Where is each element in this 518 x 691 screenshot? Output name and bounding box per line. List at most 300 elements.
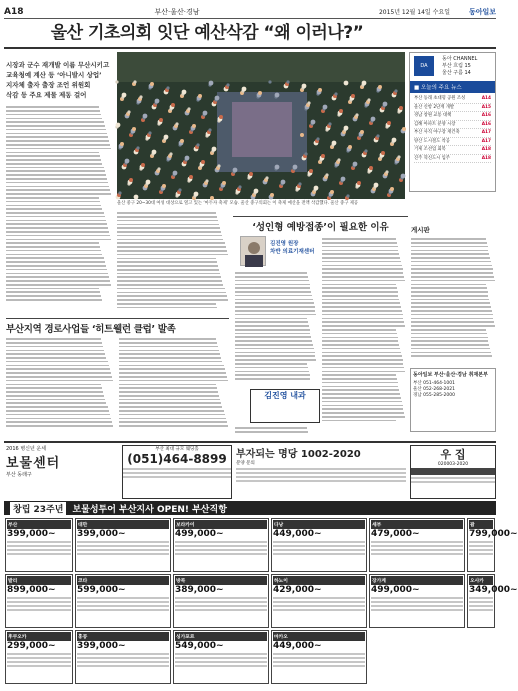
subhead-line: 지자체 출자 출장 조언 위원회 (6, 81, 91, 89)
travel-ad-cell-title: 보라카이 (175, 520, 267, 529)
text-line (411, 318, 493, 320)
text-line (6, 387, 102, 389)
text-line (235, 348, 314, 350)
crowd-person (314, 186, 319, 191)
text-line (411, 253, 489, 255)
travel-ad-cell[interactable] (173, 574, 269, 628)
text-line (6, 152, 99, 154)
travel-ad-cell-title: 싱가포르 (175, 632, 267, 641)
issue-date: 2015년 12월 14일 수요일 (378, 9, 450, 16)
text-line (411, 329, 486, 331)
text-line (6, 140, 109, 142)
text-line (6, 242, 99, 244)
text-line (411, 325, 495, 327)
text-line (322, 280, 405, 282)
text-line (6, 261, 105, 263)
text-line (6, 391, 103, 393)
text-line (117, 280, 222, 282)
crowd-person (258, 91, 262, 95)
text-line (411, 291, 488, 293)
crowd-person (300, 133, 304, 137)
crowd-person (116, 123, 121, 128)
crowd-person (302, 84, 307, 89)
crowd-person (355, 113, 358, 116)
text-line (6, 257, 104, 259)
sidebar-item-page: A18 (481, 155, 491, 161)
travel-ad-cell-price: 799,000~ (469, 529, 518, 539)
text-line (6, 265, 106, 267)
text-line (6, 205, 101, 207)
travel-ad-cell[interactable] (271, 518, 367, 572)
text-line (411, 333, 487, 335)
sidebar-item-page: A14 (481, 96, 491, 101)
text-line (322, 257, 400, 259)
text-line (235, 325, 309, 327)
text-line (235, 355, 315, 357)
ad-big-text: 부자되는 명당 1002-2020 (236, 449, 361, 460)
sidebar-item[interactable] (414, 104, 491, 113)
crowd-person (309, 169, 313, 173)
author-portrait-icon (241, 237, 267, 267)
sidebar-item-label: 양산 도시철도 착공 (414, 138, 450, 144)
text-line (6, 133, 107, 135)
crowd-person (286, 80, 289, 83)
ad-realestate[interactable] (236, 445, 406, 499)
crowd-person (118, 191, 121, 194)
text-line (6, 159, 101, 161)
travel-ad-cell-price: 399,000~ (7, 529, 56, 539)
text-line (6, 276, 109, 278)
text-line (117, 246, 226, 248)
text-line (322, 367, 404, 369)
crowd-person (238, 185, 241, 188)
text-line (235, 276, 308, 278)
text-line (6, 395, 104, 397)
opinion-title: ‘성인형 예방접종’이 필요한 이유 (252, 222, 389, 233)
text-line (411, 261, 491, 263)
crowd-person (401, 174, 406, 179)
crowd-person (293, 165, 298, 170)
sidebar-item[interactable] (414, 146, 491, 155)
text-line (235, 333, 310, 335)
crowd-person (196, 143, 199, 146)
text-line (322, 333, 397, 335)
text-line (6, 235, 110, 237)
text-line (322, 306, 401, 308)
text-line (322, 291, 398, 293)
travel-ad-banner[interactable] (4, 501, 496, 515)
text-line (322, 310, 402, 312)
travel-ad-cell[interactable] (75, 574, 171, 628)
text-line (411, 242, 487, 244)
text-line (6, 121, 104, 123)
text-line (322, 246, 398, 248)
travel-ad-cell-price: 449,000~ (273, 529, 322, 539)
text-line (235, 344, 313, 346)
crowd-person (146, 180, 151, 185)
text-line (117, 231, 221, 233)
text-line (6, 295, 101, 297)
crowd-person (189, 175, 193, 179)
crowd-person (175, 122, 178, 125)
section-title: 부산·울산·경남 (154, 7, 200, 16)
travel-ad-cell-title: 대만 (77, 520, 169, 529)
crowd-person (307, 101, 310, 104)
travel-ad-cell[interactable] (5, 630, 73, 684)
bulletin-title: 게시판 (411, 226, 430, 234)
author-byline (270, 240, 314, 256)
text-line (6, 372, 111, 374)
crowd-person (341, 177, 346, 182)
crowd-person (387, 121, 391, 125)
author-name: 김진영 원장 (270, 241, 299, 247)
text-line (6, 384, 101, 386)
travel-ad-cell[interactable] (271, 574, 367, 628)
lead-body-column (6, 104, 112, 314)
subhead-line: 삭감 등 주요 제물 제동 걸어 (6, 91, 87, 99)
bureau-contact-line: 경남 055-285-2000 (413, 393, 456, 398)
text-line (119, 414, 225, 416)
travel-ad-cell-title: 괌 (469, 520, 493, 529)
crowd-person (129, 178, 133, 182)
crowd-person (178, 188, 181, 191)
text-line (119, 387, 217, 389)
crowd-person (171, 103, 175, 107)
crowd-person (369, 166, 373, 170)
sidebar-item[interactable] (414, 129, 491, 138)
second-story-headline: 부산지역 경로사업들 ‘히트웰런 클럽’ 발족 (6, 324, 176, 335)
text-line (411, 321, 494, 323)
text-line (6, 129, 106, 131)
crowd-person (332, 141, 337, 146)
crowd-person (180, 139, 184, 143)
text-line (6, 414, 110, 416)
travel-ad-cell[interactable] (75, 518, 171, 572)
sidebar-item-label: 진주 혁신도시 입주 (414, 155, 450, 161)
text-line (322, 329, 396, 331)
crowd-person (139, 95, 142, 98)
travel-ad-headline: 보물성투어 부산지사 OPEN! 부산직항 (72, 504, 227, 515)
text-line (117, 295, 227, 297)
opinion-rule (233, 216, 408, 217)
text-line (235, 299, 313, 301)
crowd-person (122, 93, 127, 98)
crowd-person (242, 87, 247, 92)
crowd-person (325, 173, 328, 176)
travel-ad-cell-title: 홍콩 (77, 632, 169, 641)
text-line (6, 406, 108, 408)
travel-ad-cell-price: 549,000~ (175, 641, 224, 651)
crowd-person (346, 194, 349, 197)
text-line (322, 344, 399, 346)
text-line (235, 287, 310, 289)
crowd-person (152, 150, 157, 155)
text-line (6, 350, 104, 352)
crowd-person (162, 184, 166, 188)
crowd-person (311, 120, 316, 125)
travel-ad-cell[interactable] (5, 574, 73, 628)
text-line (6, 250, 101, 252)
crowd-person (166, 86, 169, 89)
crowd-person (254, 189, 259, 194)
travel-ad-cell-price: 899,000~ (7, 585, 56, 595)
sidebar-item-label: 거제 조선업 회복 (414, 147, 446, 152)
text-line (6, 163, 102, 165)
text-line (117, 212, 216, 214)
headline-rule (4, 47, 496, 49)
text-line (117, 227, 220, 229)
travel-ad-cell-title: 마카오 (273, 632, 365, 641)
text-line (119, 342, 217, 344)
crowd-person (148, 131, 151, 134)
travel-ad-cell[interactable] (5, 518, 73, 572)
text-line (119, 380, 228, 382)
text-line (235, 318, 307, 320)
sidebar-item-page: A18 (481, 147, 491, 152)
text-line (322, 401, 402, 403)
travel-ad-cell-price: 429,000~ (273, 585, 322, 595)
travel-ad-cell-price: 599,000~ (77, 585, 126, 595)
text-line (411, 284, 486, 286)
ad-phone[interactable] (122, 445, 232, 499)
ad-treasure-center[interactable] (6, 445, 116, 499)
text-line (117, 250, 227, 252)
text-line (119, 402, 221, 404)
lead-headline: 울산 기초의회 잇단 예산삭감 “왜 이러나?” (50, 23, 364, 43)
travel-ad-cell[interactable] (467, 518, 518, 572)
crowd-person (304, 152, 307, 155)
crowd-person (357, 181, 361, 185)
text-line (6, 361, 108, 363)
text-line (235, 427, 307, 429)
text-line (6, 299, 102, 301)
text-line (6, 208, 102, 210)
text-line (235, 363, 307, 365)
ad-sub-text: 부산 동래구 (6, 472, 32, 478)
text-line (119, 346, 218, 348)
text-line (235, 321, 308, 323)
text-line (6, 197, 99, 199)
text-line (322, 268, 403, 270)
text-line (322, 340, 398, 342)
weather-ulsan: 울산 구름 14 (442, 69, 471, 76)
festival-crowd-photo (117, 52, 405, 199)
crowd-person (133, 80, 136, 83)
travel-ad-cell[interactable] (271, 630, 367, 684)
crowd-person (362, 81, 367, 86)
travel-ad-cell[interactable] (173, 630, 269, 684)
text-line (6, 227, 108, 229)
text-line (235, 295, 312, 297)
bulletin-body (411, 236, 496, 364)
text-line (322, 355, 402, 357)
text-line (322, 416, 405, 418)
text-line (6, 216, 105, 218)
text-line (6, 269, 107, 271)
sidebar-item[interactable] (414, 155, 491, 164)
text-line (119, 410, 224, 412)
text-line (6, 353, 105, 355)
text-line (6, 425, 113, 427)
ad-top-row (4, 441, 496, 499)
text-line (411, 348, 490, 350)
ad-big-text: 보물센터 (6, 456, 61, 471)
crowd-person (215, 96, 220, 101)
sidebar-item[interactable] (414, 121, 491, 130)
text-line (6, 201, 100, 203)
text-line (235, 431, 308, 433)
crowd-person (173, 171, 178, 176)
crowd-person (132, 127, 136, 131)
sidebar-item[interactable] (414, 112, 491, 121)
text-line (322, 352, 401, 354)
text-line (6, 280, 110, 282)
text-line (6, 178, 107, 180)
text-line (119, 384, 216, 386)
sidebar-item-page: A16 (481, 113, 491, 118)
crowd-person (381, 151, 385, 155)
text-line (322, 363, 403, 365)
travel-ad-cell[interactable] (467, 574, 518, 628)
opinion-body-column (322, 236, 406, 432)
crowd-person (281, 180, 286, 185)
crowd-person (275, 165, 280, 170)
text-line (235, 352, 315, 354)
ad-small-text: 분양 문의 (236, 461, 255, 466)
crowd-person (217, 164, 220, 167)
text-line (411, 265, 492, 267)
text-line (411, 268, 493, 270)
text-line (119, 399, 220, 401)
crowd-person (392, 138, 397, 143)
text-line (235, 359, 316, 361)
text-line (117, 235, 222, 237)
text-line (6, 118, 102, 120)
travel-ad-cell-price: 299,000~ (7, 641, 56, 651)
text-line (119, 391, 218, 393)
text-line (6, 365, 109, 367)
text-line (322, 393, 400, 395)
text-line (411, 337, 488, 339)
second-story-body (119, 336, 229, 434)
crowd-person (182, 90, 187, 95)
travel-ad-cell[interactable] (173, 518, 269, 572)
travel-ad-cell[interactable] (75, 630, 171, 684)
text-line (235, 310, 315, 312)
crowd-person (268, 80, 271, 83)
crowd-person (222, 181, 226, 185)
text-line (117, 299, 228, 301)
text-line (322, 408, 403, 410)
text-line (6, 410, 109, 412)
second-story-rule (6, 318, 229, 319)
crowd-person (371, 117, 376, 122)
crowd-person (159, 118, 163, 122)
crowd-person (330, 190, 334, 194)
text-line (411, 238, 486, 240)
crowd-person (233, 168, 238, 173)
crowd-person (318, 88, 322, 92)
text-line (411, 280, 495, 282)
sidebar-item[interactable] (414, 138, 491, 147)
crowd-person (323, 105, 328, 110)
crowd-person (344, 81, 349, 86)
text-line (117, 265, 218, 267)
crowd-person (155, 99, 160, 104)
text-line (117, 220, 218, 222)
text-line (6, 110, 100, 112)
crowd-person (378, 85, 382, 89)
text-line (235, 329, 310, 331)
opinion-body-column (235, 270, 317, 385)
text-line (6, 418, 111, 420)
travel-ad-cell-title: 후쿠오카 (7, 632, 71, 641)
crowd-person (115, 80, 118, 83)
sidebar-item[interactable] (414, 95, 491, 104)
travel-ad-cell-title: 코타 (77, 576, 169, 585)
text-line (411, 314, 493, 316)
news-sidebar (409, 52, 496, 192)
text-line (6, 346, 103, 348)
travel-ad-cell-title: 방콕 (175, 576, 267, 585)
crowd-person (187, 107, 190, 110)
crowd-person (198, 94, 202, 98)
text-line (322, 321, 404, 323)
text-line (119, 372, 226, 374)
text-line (235, 378, 310, 380)
text-line (117, 242, 225, 244)
clinic-logo-text: 김진영 내과 (264, 391, 306, 400)
crowd-person (265, 176, 268, 179)
text-line (322, 386, 398, 388)
text-line (322, 325, 405, 327)
crowd-person (328, 122, 331, 125)
crowd-person (364, 149, 367, 152)
subhead-line: 교육청예 계산 등 ‘아니발시 상업’ (6, 71, 102, 79)
sidebar-item-page: A17 (481, 138, 491, 144)
crowd-person (390, 187, 394, 191)
text-line (322, 238, 396, 240)
crowd-person (210, 196, 214, 200)
text-line (235, 306, 315, 308)
crowd-person (157, 167, 160, 170)
travel-ad-cell[interactable] (369, 574, 465, 628)
crowd-illustration (117, 52, 405, 199)
masthead-brand: 동아일보 (468, 7, 496, 16)
text-line (119, 368, 225, 370)
crowd-person (337, 158, 340, 161)
text-line (6, 220, 106, 222)
travel-ad-cell-title: 발리 (7, 576, 71, 585)
text-line (119, 421, 227, 423)
travel-ad-cell-price: 399,000~ (77, 641, 126, 651)
text-line (322, 389, 399, 391)
text-line (322, 405, 403, 407)
text-line (6, 368, 110, 370)
text-line (322, 412, 404, 414)
crowd-person (383, 102, 388, 107)
ad-house[interactable] (410, 445, 496, 499)
travel-ad-cell[interactable] (369, 518, 465, 572)
text-line (322, 272, 403, 274)
crowd-person (334, 92, 337, 95)
crowd-person (125, 159, 130, 164)
text-line (322, 287, 397, 289)
text-line (6, 136, 108, 138)
text-line (322, 253, 399, 255)
text-line (411, 295, 488, 297)
text-line (6, 254, 102, 256)
